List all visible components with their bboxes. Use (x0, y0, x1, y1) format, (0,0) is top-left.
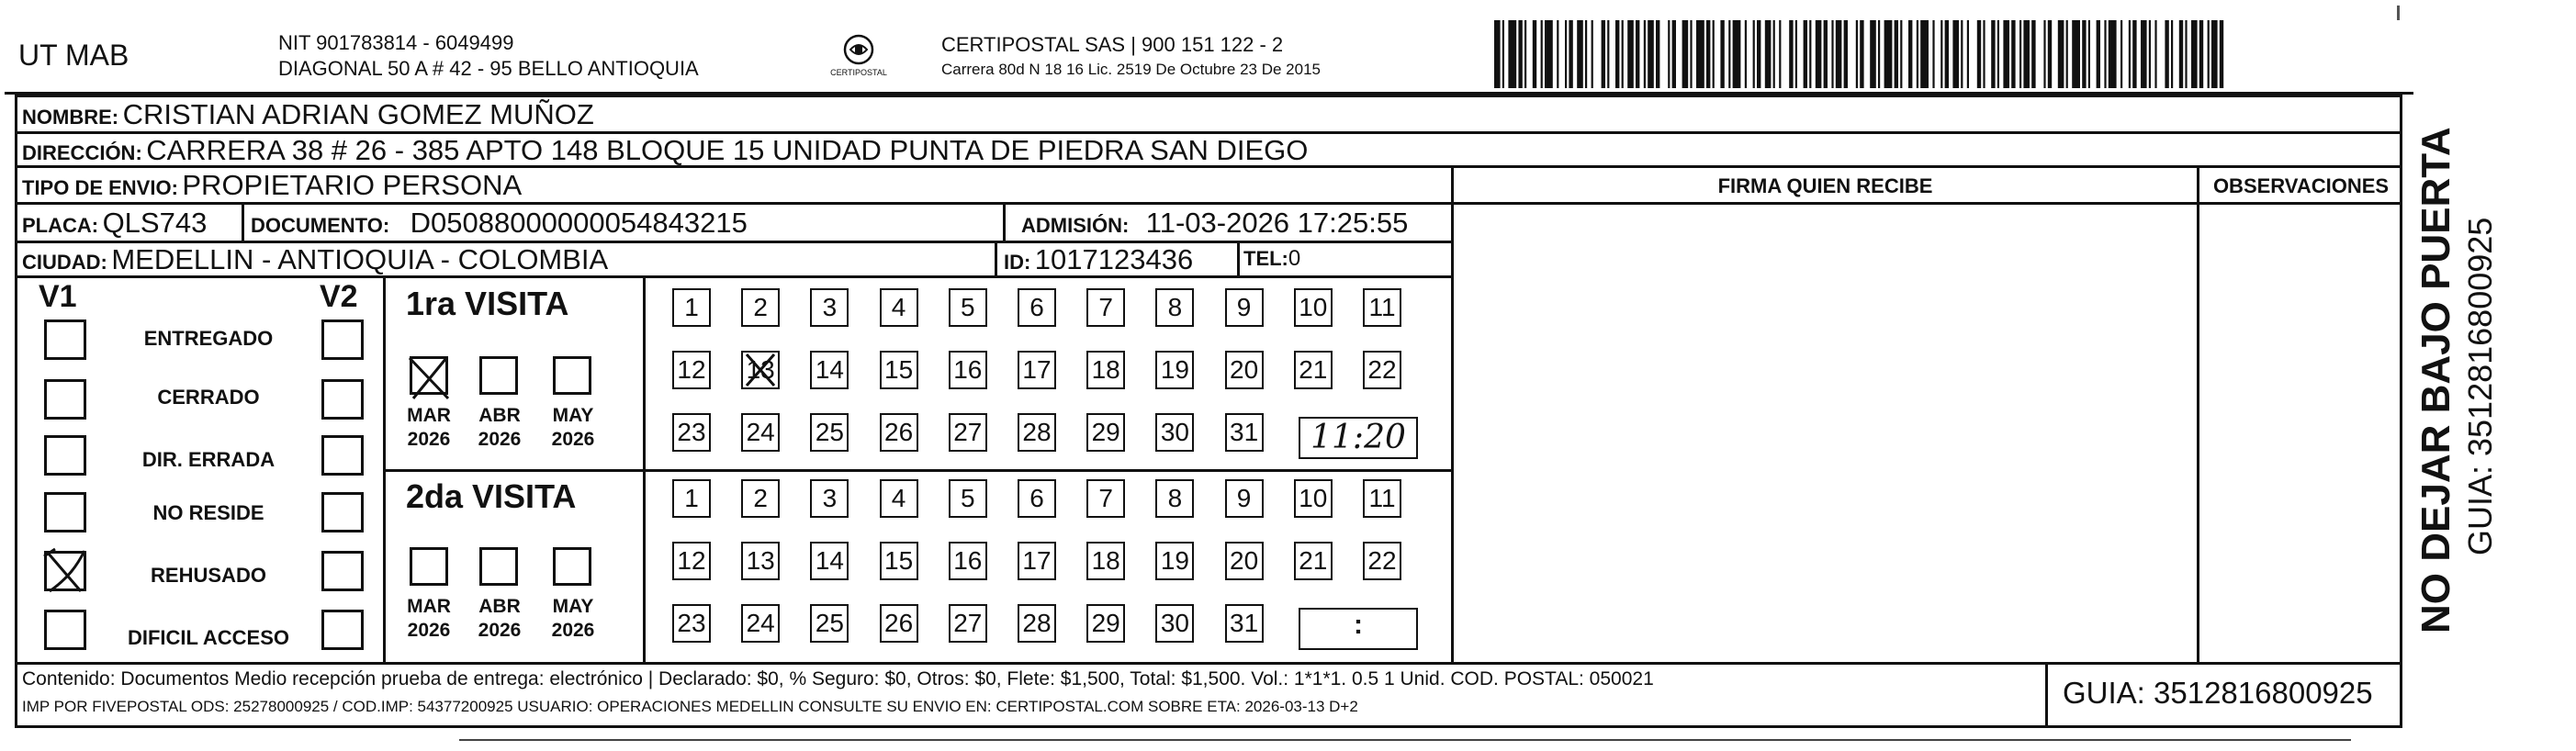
status-label-rehusado: REHUSADO (151, 564, 266, 587)
visit1-day-9[interactable]: 9 (1225, 288, 1264, 327)
visit2-day-6[interactable]: 6 (1018, 479, 1056, 518)
side-warning: NO DEJAR BAJO PUERTA (2413, 127, 2458, 633)
visit1-day-31[interactable]: 31 (1225, 413, 1264, 452)
observations-header: OBSERVACIONES (2212, 174, 2390, 197)
certipostal-logo (822, 31, 895, 83)
v1-checkbox-dir-errada[interactable] (44, 435, 86, 476)
plate-label: PLACA: (22, 214, 99, 237)
visit2-month-label-may: MAY 2026 (551, 596, 595, 641)
visit1-day-27[interactable]: 27 (949, 413, 987, 452)
visit2-day-27[interactable]: 27 (949, 604, 987, 643)
address-label: DIRECCIÓN: (22, 141, 142, 164)
visit1-month-checkbox-may[interactable] (553, 356, 591, 395)
visit2-month-label-abr: ABR 2026 (478, 596, 522, 641)
footer-guide-number: GUIA: 3512816800925 (2063, 676, 2373, 710)
visit1-day-2[interactable]: 2 (741, 288, 780, 327)
visit2-day-23[interactable]: 23 (672, 604, 711, 643)
visit1-day-20[interactable]: 20 (1225, 351, 1264, 389)
visit2-day-16[interactable]: 16 (949, 542, 987, 580)
visit2-month-checkbox-mar[interactable] (410, 547, 448, 586)
recipient-address: CARRERA 38 # 26 - 385 APTO 148 BLOQUE 15 UNIDAD PUNTA DE PIEDRA SAN DIEGO (146, 134, 1309, 166)
corner-mark (2397, 6, 2400, 20)
visit2-day-18[interactable]: 18 (1086, 542, 1125, 580)
visit1-day-17[interactable]: 17 (1018, 351, 1056, 389)
recipient-name: CRISTIAN ADRIAN GOMEZ MUÑOZ (122, 98, 594, 130)
logo-caption: CERTIPOSTAL (830, 68, 887, 77)
city-label: CIUDAD: (22, 251, 107, 274)
visit1-month-label-abr: ABR 2026 (478, 405, 522, 450)
visit1-day-19[interactable]: 19 (1155, 351, 1194, 389)
visit2-day-13[interactable]: 13 (741, 542, 780, 580)
type-row (22, 169, 522, 202)
visit1-day-24[interactable]: 24 (741, 413, 780, 452)
visit1-day-21[interactable]: 21 (1294, 351, 1333, 389)
visit1-day-10[interactable]: 10 (1294, 288, 1333, 327)
visit1-day-29[interactable]: 29 (1086, 413, 1125, 452)
visit1-day-8[interactable]: 8 (1155, 288, 1194, 327)
visit1-day-26[interactable]: 26 (880, 413, 918, 452)
visit2-day-4[interactable]: 4 (880, 479, 918, 518)
v2-header: V2 (320, 279, 358, 314)
side-guide-number: GUIA: 3512816800925 (2461, 217, 2499, 555)
visit1-day-3[interactable]: 3 (810, 288, 849, 327)
visit2-day-21[interactable]: 21 (1294, 542, 1333, 580)
visit2-day-25[interactable]: 25 (810, 604, 849, 643)
visit1-day-22[interactable]: 22 (1363, 351, 1401, 389)
status-label-no-reside: NO RESIDE (152, 501, 264, 524)
v1-checkbox-cerrado[interactable] (44, 379, 86, 420)
visit1-day-4[interactable]: 4 (880, 288, 918, 327)
visit2-day-30[interactable]: 30 (1155, 604, 1194, 643)
tel-label: TEL: (1243, 247, 1288, 270)
visit1-title: 1ra VISITA (406, 285, 569, 322)
visit2-day-9[interactable]: 9 (1225, 479, 1264, 518)
visit2-day-12[interactable]: 12 (672, 542, 711, 580)
visit2-day-8[interactable]: 8 (1155, 479, 1194, 518)
sender-address: DIAGONAL 50 A # 42 - 95 BELLO ANTIOQUIA (278, 57, 699, 80)
visit2-day-7[interactable]: 7 (1086, 479, 1125, 518)
visit2-day-10[interactable]: 10 (1294, 479, 1333, 518)
visit2-day-1[interactable]: 1 (672, 479, 711, 518)
visit1-day-6[interactable]: 6 (1018, 288, 1056, 327)
status-label-entregado: ENTREGADO (143, 327, 274, 350)
visit2-day-14[interactable]: 14 (810, 542, 849, 580)
visit1-day-7[interactable]: 7 (1086, 288, 1125, 327)
name-label: NOMBRE: (22, 106, 119, 129)
city-value: MEDELLIN - ANTIOQUIA - COLOMBIA (111, 243, 609, 275)
tel-value: 0 (1288, 246, 1301, 271)
v2-checkbox-no-reside[interactable] (321, 492, 364, 532)
visit1-month-checkbox-abr[interactable] (479, 356, 518, 395)
visit1-day-28[interactable]: 28 (1018, 413, 1056, 452)
visit1-day-23[interactable]: 23 (672, 413, 711, 452)
v1-checkbox-entregado[interactable] (44, 319, 86, 360)
visit1-day-5[interactable]: 5 (949, 288, 987, 327)
v2-checkbox-cerrado[interactable] (321, 379, 364, 420)
admission-value: 11-03-2026 17:25:55 (1145, 207, 1409, 239)
signature-header: FIRMA QUIEN RECIBE (1717, 174, 1933, 197)
visit2-day-20[interactable]: 20 (1225, 542, 1264, 580)
visit1-day-15[interactable]: 15 (880, 351, 918, 389)
document-field (251, 207, 748, 240)
plate-value: QLS743 (102, 207, 208, 239)
visit1-day-18[interactable]: 18 (1086, 351, 1125, 389)
id-label: ID: (1004, 251, 1031, 274)
visit1-time-value: 11:20 (1310, 419, 1406, 456)
v2-checkbox-dir-errada[interactable] (321, 435, 364, 476)
carrier-license: Carrera 80d N 18 16 Lic. 2519 De Octubre 23 De 2015 (941, 61, 1321, 78)
visit1-day-12[interactable]: 12 (672, 351, 711, 389)
visit2-time-value: : (1354, 610, 1363, 640)
visit1-day-25[interactable]: 25 (810, 413, 849, 452)
visit2-day-5[interactable]: 5 (949, 479, 987, 518)
v1-checkbox-dificil-acceso[interactable] (44, 610, 86, 650)
visit2-day-26[interactable]: 26 (880, 604, 918, 643)
document-label: DOCUMENTO: (251, 214, 390, 237)
status-label-dificil-acceso: DIFICIL ACCESO (127, 626, 289, 649)
visit1-mar-check-mark (404, 353, 454, 402)
visit2-day-31[interactable]: 31 (1225, 604, 1264, 643)
shipping-type: PROPIETARIO PERSONA (182, 169, 523, 201)
visit1-day-16[interactable]: 16 (949, 351, 987, 389)
admission-field (1021, 207, 1408, 240)
visit2-day-2[interactable]: 2 (741, 479, 780, 518)
v2-checkbox-entregado[interactable] (321, 319, 364, 360)
visit2-day-17[interactable]: 17 (1018, 542, 1056, 580)
visit1-day-30[interactable]: 30 (1155, 413, 1194, 452)
visit2-month-label-mar: MAR 2026 (407, 596, 451, 641)
v1-header: V1 (39, 279, 77, 314)
status-label-cerrado: CERRADO (157, 386, 260, 409)
name-row (22, 98, 594, 131)
visit2-day-15[interactable]: 15 (880, 542, 918, 580)
v2-checkbox-rehusado[interactable] (321, 551, 364, 591)
visit2-day-19[interactable]: 19 (1155, 542, 1194, 580)
address-row (22, 134, 1308, 167)
v1-checkbox-no-reside[interactable] (44, 492, 86, 532)
carrier-name: CERTIPOSTAL SAS | 900 151 122 - 2 (941, 33, 1284, 56)
visit2-title: 2da VISITA (406, 477, 577, 515)
visit2-month-checkbox-abr[interactable] (479, 547, 518, 586)
status-label-dir-errada: DIR. ERRADA (141, 448, 276, 471)
visit2-day-29[interactable]: 29 (1086, 604, 1125, 643)
visit1-month-label-mar: MAR 2026 (407, 405, 451, 450)
barcode (1494, 20, 2225, 88)
v2-checkbox-dificil-acceso[interactable] (321, 610, 364, 650)
id-value: 1017123436 (1034, 243, 1194, 275)
visit2-month-checkbox-may[interactable] (553, 547, 591, 586)
plate-field (22, 207, 207, 240)
visit2-day-24[interactable]: 24 (741, 604, 780, 643)
visit2-day-28[interactable]: 28 (1018, 604, 1056, 643)
rehusado-check-mark (40, 545, 96, 597)
footer-print-line: IMP POR FIVEPOSTAL ODS: 25278000925 / COD.IMP: 54377200925 USUARIO: OPERACIONES MEDELLIN CONSULTE SU ENVIO EN: CERTIPOSTAL.COM SOBRE ETA: 2026-03-13 D+2 (22, 698, 1358, 715)
company-name: UT MAB (18, 39, 129, 72)
visit1-day-13[interactable]: 13 (741, 351, 780, 389)
admission-label: ADMISIÓN: (1021, 214, 1130, 237)
footer-content-line: Contenido: Documentos Medio recepción prueba de entrega: electrónico | Declarado: $0, % Seguro: $0, Otros: $0, Flete: $1,500, Total: $1,500. Vol.: 1*1*1. 0.5 1 Unid. COD. POSTAL: 050021 (22, 668, 1654, 689)
document-value: D05088000000054843215 (410, 207, 748, 239)
visit2-day-22[interactable]: 22 (1363, 542, 1401, 580)
nit-line: NIT 901783814 - 6049499 (278, 31, 514, 54)
visit2-day-11[interactable]: 11 (1363, 479, 1401, 518)
visit1-day-1[interactable]: 1 (672, 288, 711, 327)
visit1-day-13-check-mark (739, 349, 782, 391)
visit1-day-11[interactable]: 11 (1363, 288, 1401, 327)
visit1-day-14[interactable]: 14 (810, 351, 849, 389)
visit2-day-3[interactable]: 3 (810, 479, 849, 518)
type-label: TIPO DE ENVIO: (22, 176, 178, 199)
city-field (22, 243, 608, 276)
id-field (1004, 243, 1193, 276)
visit1-month-label-may: MAY 2026 (551, 405, 595, 450)
tel-field (1243, 246, 1300, 272)
